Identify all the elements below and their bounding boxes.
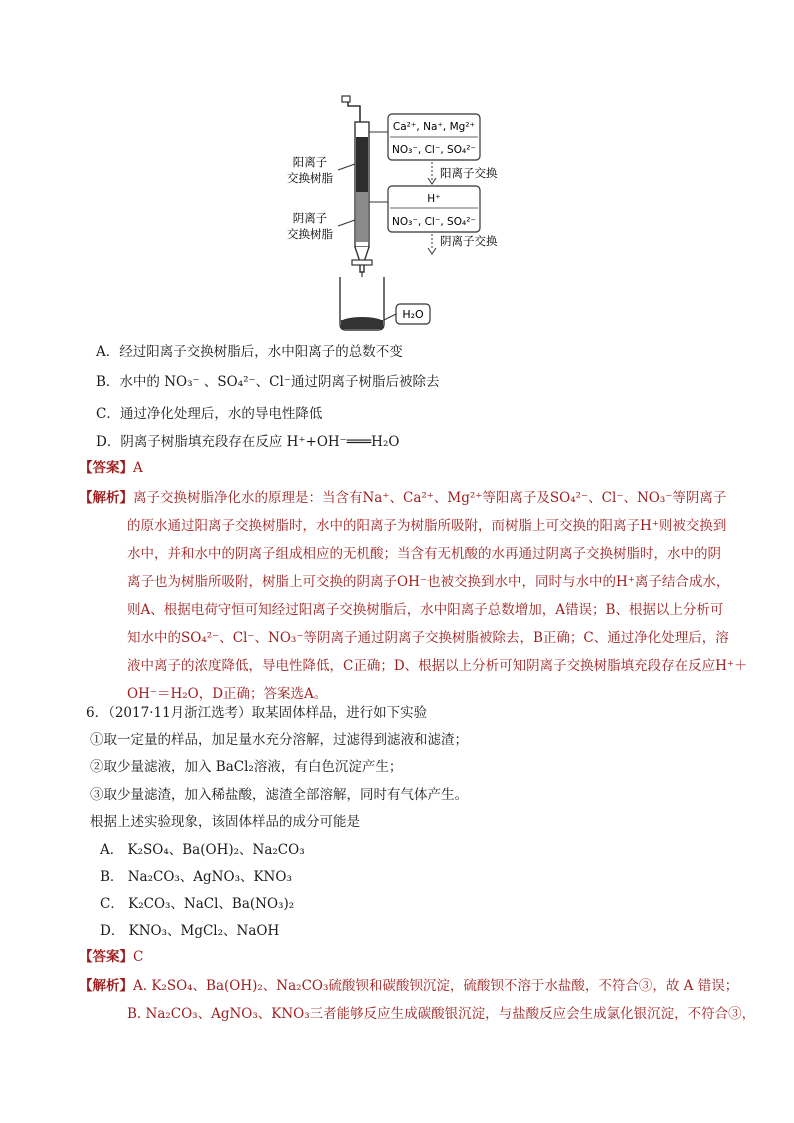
cation-resin-label-line2: 交换树脂 [287, 171, 333, 185]
q5-analysis-line: 则A、根据电荷守恒可知经过阳离子交换树脂后，水中阳离子总数增加，A错误；B、根据以上分析可 [127, 602, 724, 618]
q5-option-b: B．水中的 NO₃⁻ 、SO₄²⁻、Cl⁻通过阴离子树脂后被除去 [96, 374, 440, 390]
box1-cations: Ca²⁺, Na⁺, Mg²⁺ [392, 121, 476, 133]
q5-analysis-line: 离子也为树脂所吸附，树脂上可交换的阴离子OH⁻也被交换到水中，同时与水中的H⁺离子结合成水， [127, 574, 730, 590]
anion-exchange-label: 阴离子交换 [440, 234, 498, 248]
box2-anions: NO₃⁻, Cl⁻, SO₄²⁻ [392, 216, 476, 228]
q5-analysis-line: 水中，并和水中的阴离子组成相应的无机酸；当含有无机酸的水再通过阴离子交换树脂时，水中的阴 [127, 546, 721, 562]
q6-option-d: D． KNO₃、MgCl₂、NaOH [100, 923, 280, 939]
q6-step-1: ①取一定量的样品，加足量水充分溶解，过滤得到滤液和滤渣； [90, 732, 468, 748]
q5-option-c: C．通过净化处理后，水的导电性降低 [96, 406, 323, 422]
q6-question: 根据上述实验现象，该固体样品的成分可能是 [90, 814, 360, 830]
q6-answer-tag: 【答案】 [79, 949, 133, 965]
q5-analysis-line: 的原水通过阳离子交换树脂时，水中的阳离子为树脂所吸附，而树脂上可交换的阳离子H⁺则被交换到 [127, 518, 727, 534]
anion-resin-label-line2: 交换树脂 [287, 227, 333, 241]
q5-analysis-line: 知水中的SO₄²⁻、Cl⁻、NO₃⁻等阴离子通过阴离子交换树脂被除去，B正确；C、通过净化处理后，溶 [127, 630, 729, 646]
q5-analysis-line: 液中离子的浓度降低，导电性降低，C正确；D、根据以上分析可知阴离子交换树脂填充段存在反应H⁺＋ [127, 658, 748, 674]
q6-option-c: C． K₂CO₃、NaCl、Ba(NO₃)₂ [100, 896, 295, 912]
q6-option-b: B． Na₂CO₃、AgNO₃、KNO₃ [100, 869, 292, 885]
q6-stem: 6．（2017·11月浙江选考）取某固体样品，进行如下实验 [86, 705, 428, 721]
box2-hydrogen-ion: H⁺ [427, 193, 441, 205]
box1-anions: NO₃⁻, Cl⁻, SO₄²⁻ [392, 144, 476, 156]
anion-resin-label-line1: 阴离子 [292, 211, 328, 225]
q6-step-2: ②取少量滤液，加入 BaCl₂溶液，有白色沉淀产生； [90, 759, 403, 775]
q5-analysis-line: 【解析】离子交换树脂净化水的原理是：当含有Na⁺、Ca²⁺、Mg²⁺等阳离子及SO₄²⁻、Cl⁻、NO₃⁻等阴离子 [79, 490, 727, 506]
q5-option-a: A．经过阳离子交换树脂后，水中阳离子的总数不变 [96, 344, 403, 360]
q6-answer-value: C [133, 949, 144, 965]
q5-option-d: D．阴离子树脂填充段存在反应 H⁺+OH⁻═══H₂O [96, 434, 400, 450]
q5-analysis-tag: 【解析】 [79, 490, 133, 506]
q5-analysis-line: OH⁻＝H₂O，D正确；答案选A。 [127, 686, 328, 702]
q6-analysis-line: 【解析】A. K₂SO₄、Ba(OH)₂、Na₂CO₃硫酸钡和碳酸钡沉淀，硫酸钡不溶于水盐酸，不符合③，故 A 错误； [79, 978, 739, 994]
cation-resin-label-line1: 阳离子 [292, 155, 328, 169]
q5-answer [79, 458, 143, 478]
q5-analysis [79, 484, 748, 708]
water-label: H₂O [402, 308, 424, 321]
q6-analysis-line: B. Na₂CO₃、AgNO₃、KNO₃三者能够反应生成碳酸银沉淀，与盐酸反应会生成氯化银沉淀，不符合③， [127, 1006, 756, 1022]
ion-exchange-apparatus-figure [280, 92, 530, 337]
q6-answer [79, 947, 143, 967]
q6-analysis-tag: 【解析】 [79, 978, 133, 994]
cation-exchange-label: 阳离子交换 [440, 166, 498, 180]
q6-option-a: A． K₂SO₄、Ba(OH)₂、Na₂CO₃ [100, 842, 305, 858]
q6-step-3: ③取少量滤渣，加入稀盐酸，滤渣全部溶解，同时有气体产生。 [90, 787, 468, 803]
q5-answer-tag: 【答案】 [79, 460, 133, 476]
q5-answer-value: A [133, 460, 143, 476]
